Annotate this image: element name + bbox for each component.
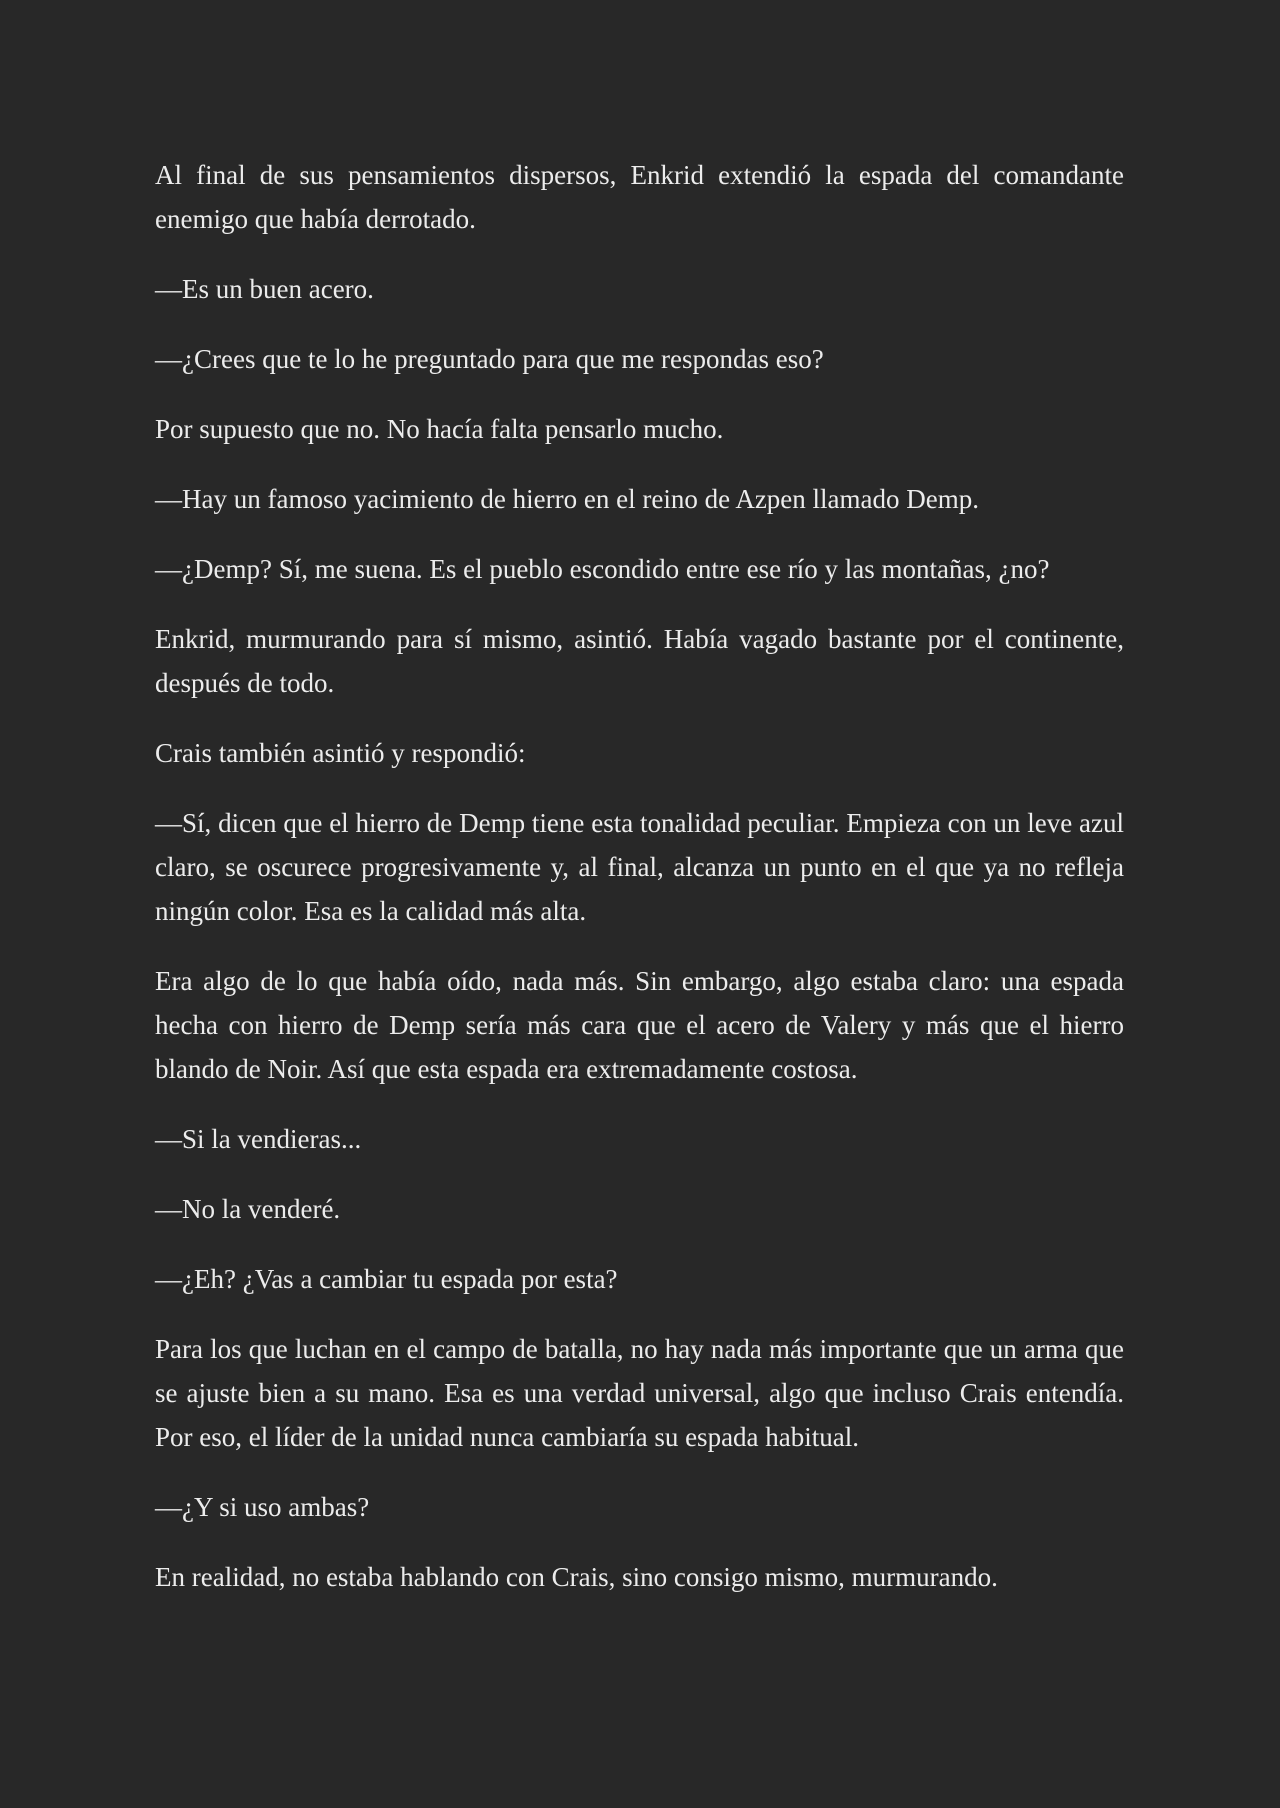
paragraph: Enkrid, murmurando para sí mismo, asintió. Había vagado bastante por el continente, después de todo.	[155, 624, 1124, 698]
paragraph: Era algo de lo que había oído, nada más. Sin embargo, algo estaba claro: una espada hecha con hierro de Demp sería más cara que el acero de Valery y más que el hierro blando de Noir. Así que esta espada era extremadamente costosa.	[155, 966, 1124, 1084]
paragraph: —Sí, dicen que el hierro de Demp tiene esta tonalidad peculiar. Empieza con un leve azul claro, se oscurece progresivamente y, al final, alcanza un punto en el que ya no refleja ningún color. Esa es la calidad más alta.	[155, 808, 1124, 926]
paragraph: —No la venderé.	[155, 1194, 341, 1224]
paragraph: —¿Demp? Sí, me suena. Es el pueblo escondido entre ese río y las montañas, ¿no?	[155, 554, 1050, 584]
paragraph: —Si la vendieras...	[155, 1124, 362, 1154]
chapter-text	[155, 153, 1124, 1599]
paragraph: Para los que luchan en el campo de batalla, no hay nada más importante que un arma que se ajuste bien a su mano. Esa es una verdad universal, algo que incluso Crais entendía. Por eso, el líder de la unidad nunca cambiaría su espada habitual.	[155, 1334, 1124, 1452]
paragraph: —Hay un famoso yacimiento de hierro en el reino de Azpen llamado Demp.	[155, 484, 979, 514]
paragraph: —Es un buen acero.	[155, 274, 374, 304]
paragraph: En realidad, no estaba hablando con Crais, sino consigo mismo, murmurando.	[155, 1562, 998, 1592]
paragraph: Al final de sus pensamientos dispersos, Enkrid extendió la espada del comandante enemigo que había derrotado.	[155, 160, 1124, 234]
paragraph: —¿Eh? ¿Vas a cambiar tu espada por esta?	[155, 1264, 618, 1294]
paragraph: —¿Crees que te lo he preguntado para que me respondas eso?	[155, 344, 824, 374]
paragraph: —¿Y si uso ambas?	[155, 1492, 370, 1522]
paragraph: Crais también asintió y respondió:	[155, 738, 526, 768]
paragraph: Por supuesto que no. No hacía falta pensarlo mucho.	[155, 414, 724, 444]
